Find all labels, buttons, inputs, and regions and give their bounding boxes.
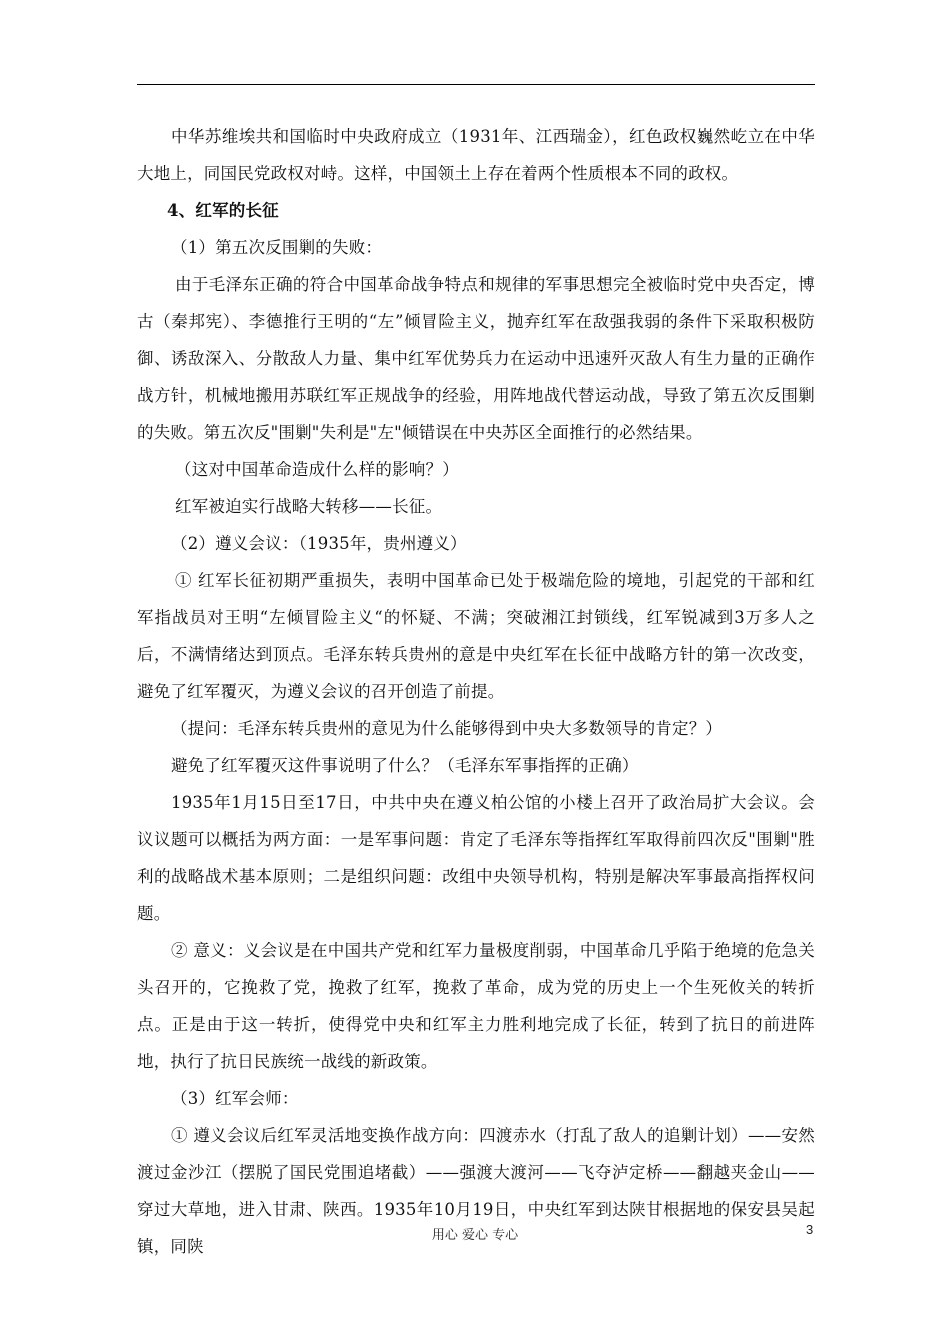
- paragraph-soviet-government: 中华苏维埃共和国临时中央政府成立（1931年、江西瑞金），红色政权巍然屹立在中华大地上，同国民党政权对峙。这样，中国领土上存在着两个性质根本不同的政权。: [137, 127, 815, 183]
- section-heading-long-march: 4、红军的长征: [167, 201, 279, 220]
- document-body: [137, 118, 815, 1265]
- subheading-fifth-campaign: （1）第五次反围剿的失败：: [171, 238, 383, 257]
- question-guizhou: （提问：毛泽东转兵贵州的意见为什么能够得到中央大多数领导的肯定？）: [171, 719, 723, 738]
- paragraph-zunyi-significance: ② 意义：义会议是在中国共产党和红军力量极度削弱，中国革命几乎陷于绝境的危急关头召开的，它挽救了党，挽救了红军，挽救了革命，成为党的历史上一个生死攸关的转折点。正是由于这一转折，使得党中央和红军主力胜利地完成了长征，转到了抗日的前进阵地，执行了抗日民族统一战线的新政策。: [137, 941, 815, 1071]
- paragraph-march-route: ① 遵义会议后红军灵活地变换作战方向：四渡赤水（打乱了敌人的追剿计划）——安然渡过金沙江（摆脱了国民党围追堵截）——强渡大渡河——飞夺泸定桥——翻越夹金山——穿过大草地，进入甘肃、陕西。1935年10月19日，中央红军到达陕甘根据地的保安县吴起镇，同陕: [137, 1126, 815, 1256]
- subheading-red-army-union: （3）红军会师：: [171, 1089, 299, 1108]
- paragraph-early-losses: ① 红军长征初期严重损失，表明中国革命已处于极端危险的境地，引起党的干部和红军指战员对王明“左倾冒险主义“的怀疑、不满；突破湘江封锁线，红军锐减到3万多人之后，不满情绪达到顶点。毛泽东转兵贵州的意是中央红军在长征中战略方针的第一次改变，避免了红军覆灭，为遵义会议的召开创造了前提。: [137, 571, 815, 701]
- paragraph-zunyi-agenda: 1935年1月15日至17日，中共中央在遵义柏公馆的小楼上召开了政治局扩大会议。会议议题可以概括为两方面：一是军事问题：肯定了毛泽东等指挥红军取得前四次反"围剿"胜利的战略战术基本原则；二是组织问题：改组中央领导机构，特别是解决军事最高指挥权问题。: [137, 793, 815, 923]
- question-impact: （这对中国革命造成什么样的影响？）: [175, 460, 459, 479]
- subheading-zunyi-meeting: （2）遵义会议：（1935年，贵州遵义）: [171, 534, 467, 553]
- paragraph-fifth-campaign-failure: 由于毛泽东正确的符合中国革命战争特点和规律的军事思想完全被临时党中央否定，博古（秦邦宪）、李德推行王明的“左”倾冒险主义，抛弃红军在敌强我弱的条件下采取积极防御、诱敌深入、分散敌人力量、集中红军优势兵力在运动中迅速歼灭敌人有生力量的正确作战方针，机械地搬用苏联红军正规战争的经验，用阵地战代替运动战，导致了第五次反围剿的失败。第五次反"围剿"失利是"左"倾错误在中央苏区全面推行的必然结果。: [137, 275, 815, 442]
- paragraph-military-command: 避免了红军覆灭这件事说明了什么？（毛泽东军事指挥的正确）: [171, 756, 639, 775]
- page-number: 3: [806, 1222, 814, 1237]
- paragraph-strategic-transfer: 红军被迫实行战略大转移——长征。: [175, 497, 443, 516]
- header-rule: [137, 84, 815, 85]
- footer-slogan: 用心 爱心 专心: [431, 1228, 519, 1243]
